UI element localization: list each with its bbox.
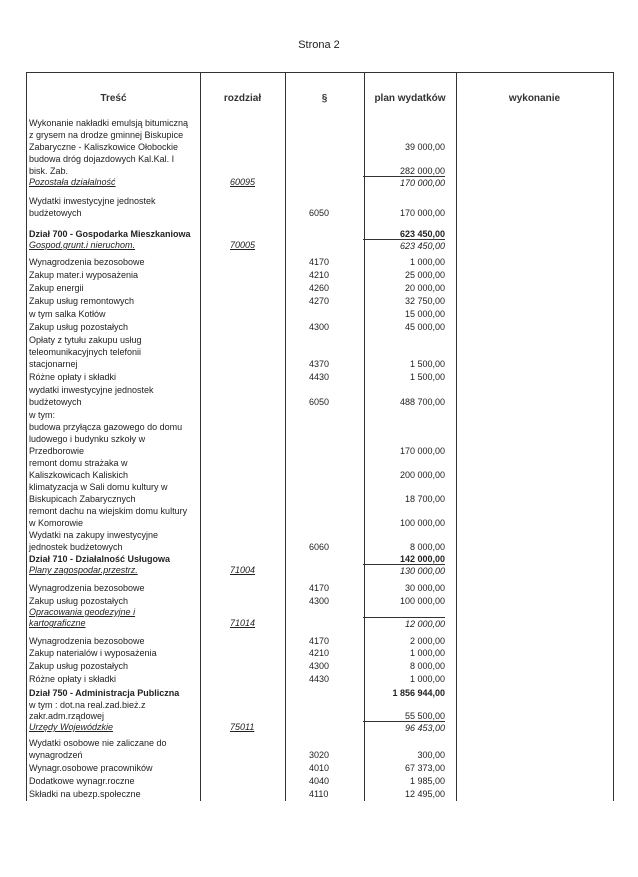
row-description: Gospod.grunt.i nieruchom. — [29, 240, 136, 250]
punch-hole — [0, 311, 6, 321]
row-description: Różne opłaty i składki — [29, 372, 117, 382]
row-rozdzial: 71014 — [230, 618, 256, 628]
punch-hole — [0, 564, 6, 574]
row-plan-value: 8 000,00 — [409, 542, 445, 552]
row-plan-value: 67 373,00 — [404, 763, 445, 773]
row-plan-value: 45 000,00 — [404, 322, 445, 332]
row-paragraf: 4260 — [309, 283, 330, 293]
row-description: Różne opłaty i składki — [29, 674, 117, 684]
budget-table — [26, 72, 614, 801]
row-paragraf: 6050 — [309, 397, 330, 407]
row-description: teleomunikacyjnych telefonii — [29, 347, 142, 357]
row-description: Wynagrodzenia bezosobowe — [29, 636, 145, 646]
row-plan-value: 1 000,00 — [409, 674, 445, 684]
column-divider — [285, 73, 286, 801]
row-description: Kaliszkowicach Kaliskich — [29, 470, 129, 480]
row-description: Wykonanie nakładki emulsją bitumiczną — [29, 118, 188, 128]
row-description: Zakup usług pozostałych — [29, 661, 129, 671]
row-description: Urzędy Wojewódzkie — [29, 722, 114, 732]
row-description: w tym salka Kotłów — [29, 309, 106, 319]
row-description: Dział 700 - Gospodarka Mieszkaniowa — [29, 229, 191, 239]
row-plan-value: 2 000,00 — [409, 636, 445, 646]
row-paragraf: 4300 — [309, 661, 330, 671]
row-paragraf: 4040 — [309, 776, 330, 786]
row-description: kartograficzne — [29, 618, 86, 628]
header-tresc: Treść — [100, 93, 127, 104]
row-description: Plany zagospodar.przestrz. — [29, 565, 138, 575]
row-plan-value: 12 495,00 — [404, 789, 445, 799]
row-plan-value: 142 000,00 — [399, 554, 445, 564]
row-plan-value: 300,00 — [417, 750, 445, 760]
row-plan-value: 488 700,00 — [399, 397, 445, 407]
row-plan-value: 100 000,00 — [399, 596, 445, 606]
row-description: Zakup naterialów i wyposażenia — [29, 648, 157, 658]
row-plan-value: 1 856 944,00 — [392, 688, 445, 698]
header-plan-wydatkow: plan wydatków — [374, 93, 446, 104]
row-plan-value: 12 000,00 — [363, 617, 445, 630]
row-paragraf: 6050 — [309, 208, 330, 218]
row-description: remont domu strażaka w — [29, 458, 128, 468]
row-plan-value: 623 450,00 — [363, 239, 445, 252]
row-paragraf: 4170 — [309, 636, 330, 646]
row-description: w tym : dot.na real.zad.bież.z — [29, 700, 146, 710]
row-plan-value: 1 500,00 — [409, 372, 445, 382]
row-description: jednostek budżetowych — [29, 542, 123, 552]
row-paragraf: 4370 — [309, 359, 330, 369]
row-description: Opracowania geodezyjne i — [29, 607, 136, 617]
row-plan-value: 1 000,00 — [409, 648, 445, 658]
row-rozdzial: 70005 — [230, 240, 256, 250]
row-plan-value: 55 500,00 — [404, 711, 445, 721]
row-description: w Komorowie — [29, 518, 84, 528]
row-plan-value: 25 000,00 — [404, 270, 445, 280]
row-paragraf: 4210 — [309, 270, 330, 280]
row-description: ludowego i budynku szkoły w — [29, 434, 146, 444]
row-description: Dodatkowe wynagr.roczne — [29, 776, 135, 786]
row-description: Dział 750 - Administracja Publiczna — [29, 688, 180, 698]
row-plan-value: 1 000,00 — [409, 257, 445, 267]
row-plan-value: 30 000,00 — [404, 583, 445, 593]
row-description: Zakup energii — [29, 283, 84, 293]
punch-hole — [0, 322, 6, 332]
row-paragraf: 4110 — [309, 789, 329, 799]
row-description: Zakup mater.i wyposażenia — [29, 270, 139, 280]
row-paragraf: 4430 — [309, 372, 330, 382]
row-paragraf: 4300 — [309, 322, 330, 332]
row-plan-value: 623 450,00 — [399, 229, 445, 239]
row-plan-value: 170 000,00 — [399, 446, 445, 456]
row-description: budżetowych — [29, 397, 82, 407]
row-description: budowa dróg dojazdowych Kal.Kal. I — [29, 154, 175, 164]
punch-hole — [0, 552, 6, 562]
row-description: Opłaty z tytułu zakupu usług — [29, 335, 142, 345]
header-rozdzial: rozdział — [223, 93, 262, 104]
row-plan-value: 20 000,00 — [404, 283, 445, 293]
row-plan-value: 96 453,00 — [363, 721, 445, 734]
row-plan-value: 18 700,00 — [404, 494, 445, 504]
row-rozdzial: 75011 — [230, 722, 255, 732]
row-description: klimatyzacja w Sali domu kultury w — [29, 482, 168, 492]
column-divider — [200, 73, 201, 801]
row-description: Wynagrodzenia bezosobowe — [29, 583, 145, 593]
row-description: budżetowych — [29, 208, 82, 218]
row-description: stacjonarnej — [29, 359, 78, 369]
row-paragraf: 4430 — [309, 674, 330, 684]
row-description: Wynagrodzenia bezosobowe — [29, 257, 145, 267]
row-paragraf: 6060 — [309, 542, 330, 552]
row-description: Zabaryczne - Kaliszkowice Ołobockie — [29, 142, 179, 152]
row-description: Przedborowie — [29, 446, 85, 456]
row-plan-value: 39 000,00 — [404, 142, 445, 152]
row-description: Wydatki inwestycyjne jednostek — [29, 196, 156, 206]
row-plan-value: 100 000,00 — [399, 518, 445, 528]
row-description: wydatki inwestycyjne jednostek — [29, 385, 154, 395]
row-description: remont dachu na wiejskim domu kultury — [29, 506, 188, 516]
row-description: Pozostała działalność — [29, 177, 116, 187]
row-description: w tym: — [29, 410, 55, 420]
row-description: budowa przyłącza gazowego do domu — [29, 422, 183, 432]
row-description: Wynagr.osobowe pracowników — [29, 763, 153, 773]
row-description: Zakup usług remontowych — [29, 296, 135, 306]
row-paragraf: 4170 — [309, 583, 330, 593]
page-title: Strona 2 — [298, 39, 340, 51]
row-plan-value: 170 000,00 — [399, 208, 445, 218]
header-wykonanie: wykonanie — [508, 93, 561, 104]
row-plan-value: 1 985,00 — [409, 776, 445, 786]
row-description: wynagrodzeń — [29, 750, 83, 760]
row-plan-value: 170 000,00 — [363, 176, 445, 189]
row-description: z grysem na drodze gminnej Biskupice — [29, 130, 184, 140]
row-description: Wydatki osobowe nie zaliczane do — [29, 738, 167, 748]
row-description: Wydatki na zakupy inwestycyjne — [29, 530, 158, 540]
row-plan-value: 282 000,00 — [399, 166, 445, 176]
row-description: Zakup usług pozostałych — [29, 596, 129, 606]
header-paragraf: § — [321, 93, 328, 104]
row-paragraf: 3020 — [309, 750, 330, 760]
row-description: bisk. Zab. — [29, 166, 69, 176]
row-plan-value: 130 000,00 — [363, 564, 445, 577]
row-paragraf: 4300 — [309, 596, 330, 606]
row-plan-value: 8 000,00 — [409, 661, 445, 671]
row-paragraf: 4210 — [309, 648, 330, 658]
row-description: Składki na ubezp.społeczne — [29, 789, 141, 799]
row-rozdzial: 71004 — [230, 565, 256, 575]
row-plan-value: 15 000,00 — [404, 309, 445, 319]
row-description: Dział 710 - Działalność Usługowa — [29, 554, 171, 564]
row-description: Zakup usług pozostałych — [29, 322, 129, 332]
row-plan-value: 200 000,00 — [399, 470, 445, 480]
row-paragraf: 4270 — [309, 296, 330, 306]
row-plan-value: 1 500,00 — [409, 359, 445, 369]
row-rozdzial: 60095 — [230, 177, 256, 187]
row-paragraf: 4010 — [309, 763, 330, 773]
row-paragraf: 4170 — [309, 257, 330, 267]
row-plan-value: 32 750,00 — [404, 296, 445, 306]
row-description: zakr.adm.rządowej — [29, 711, 105, 721]
column-divider — [456, 73, 457, 801]
row-description: Biskupicach Zabarycznych — [29, 494, 136, 504]
